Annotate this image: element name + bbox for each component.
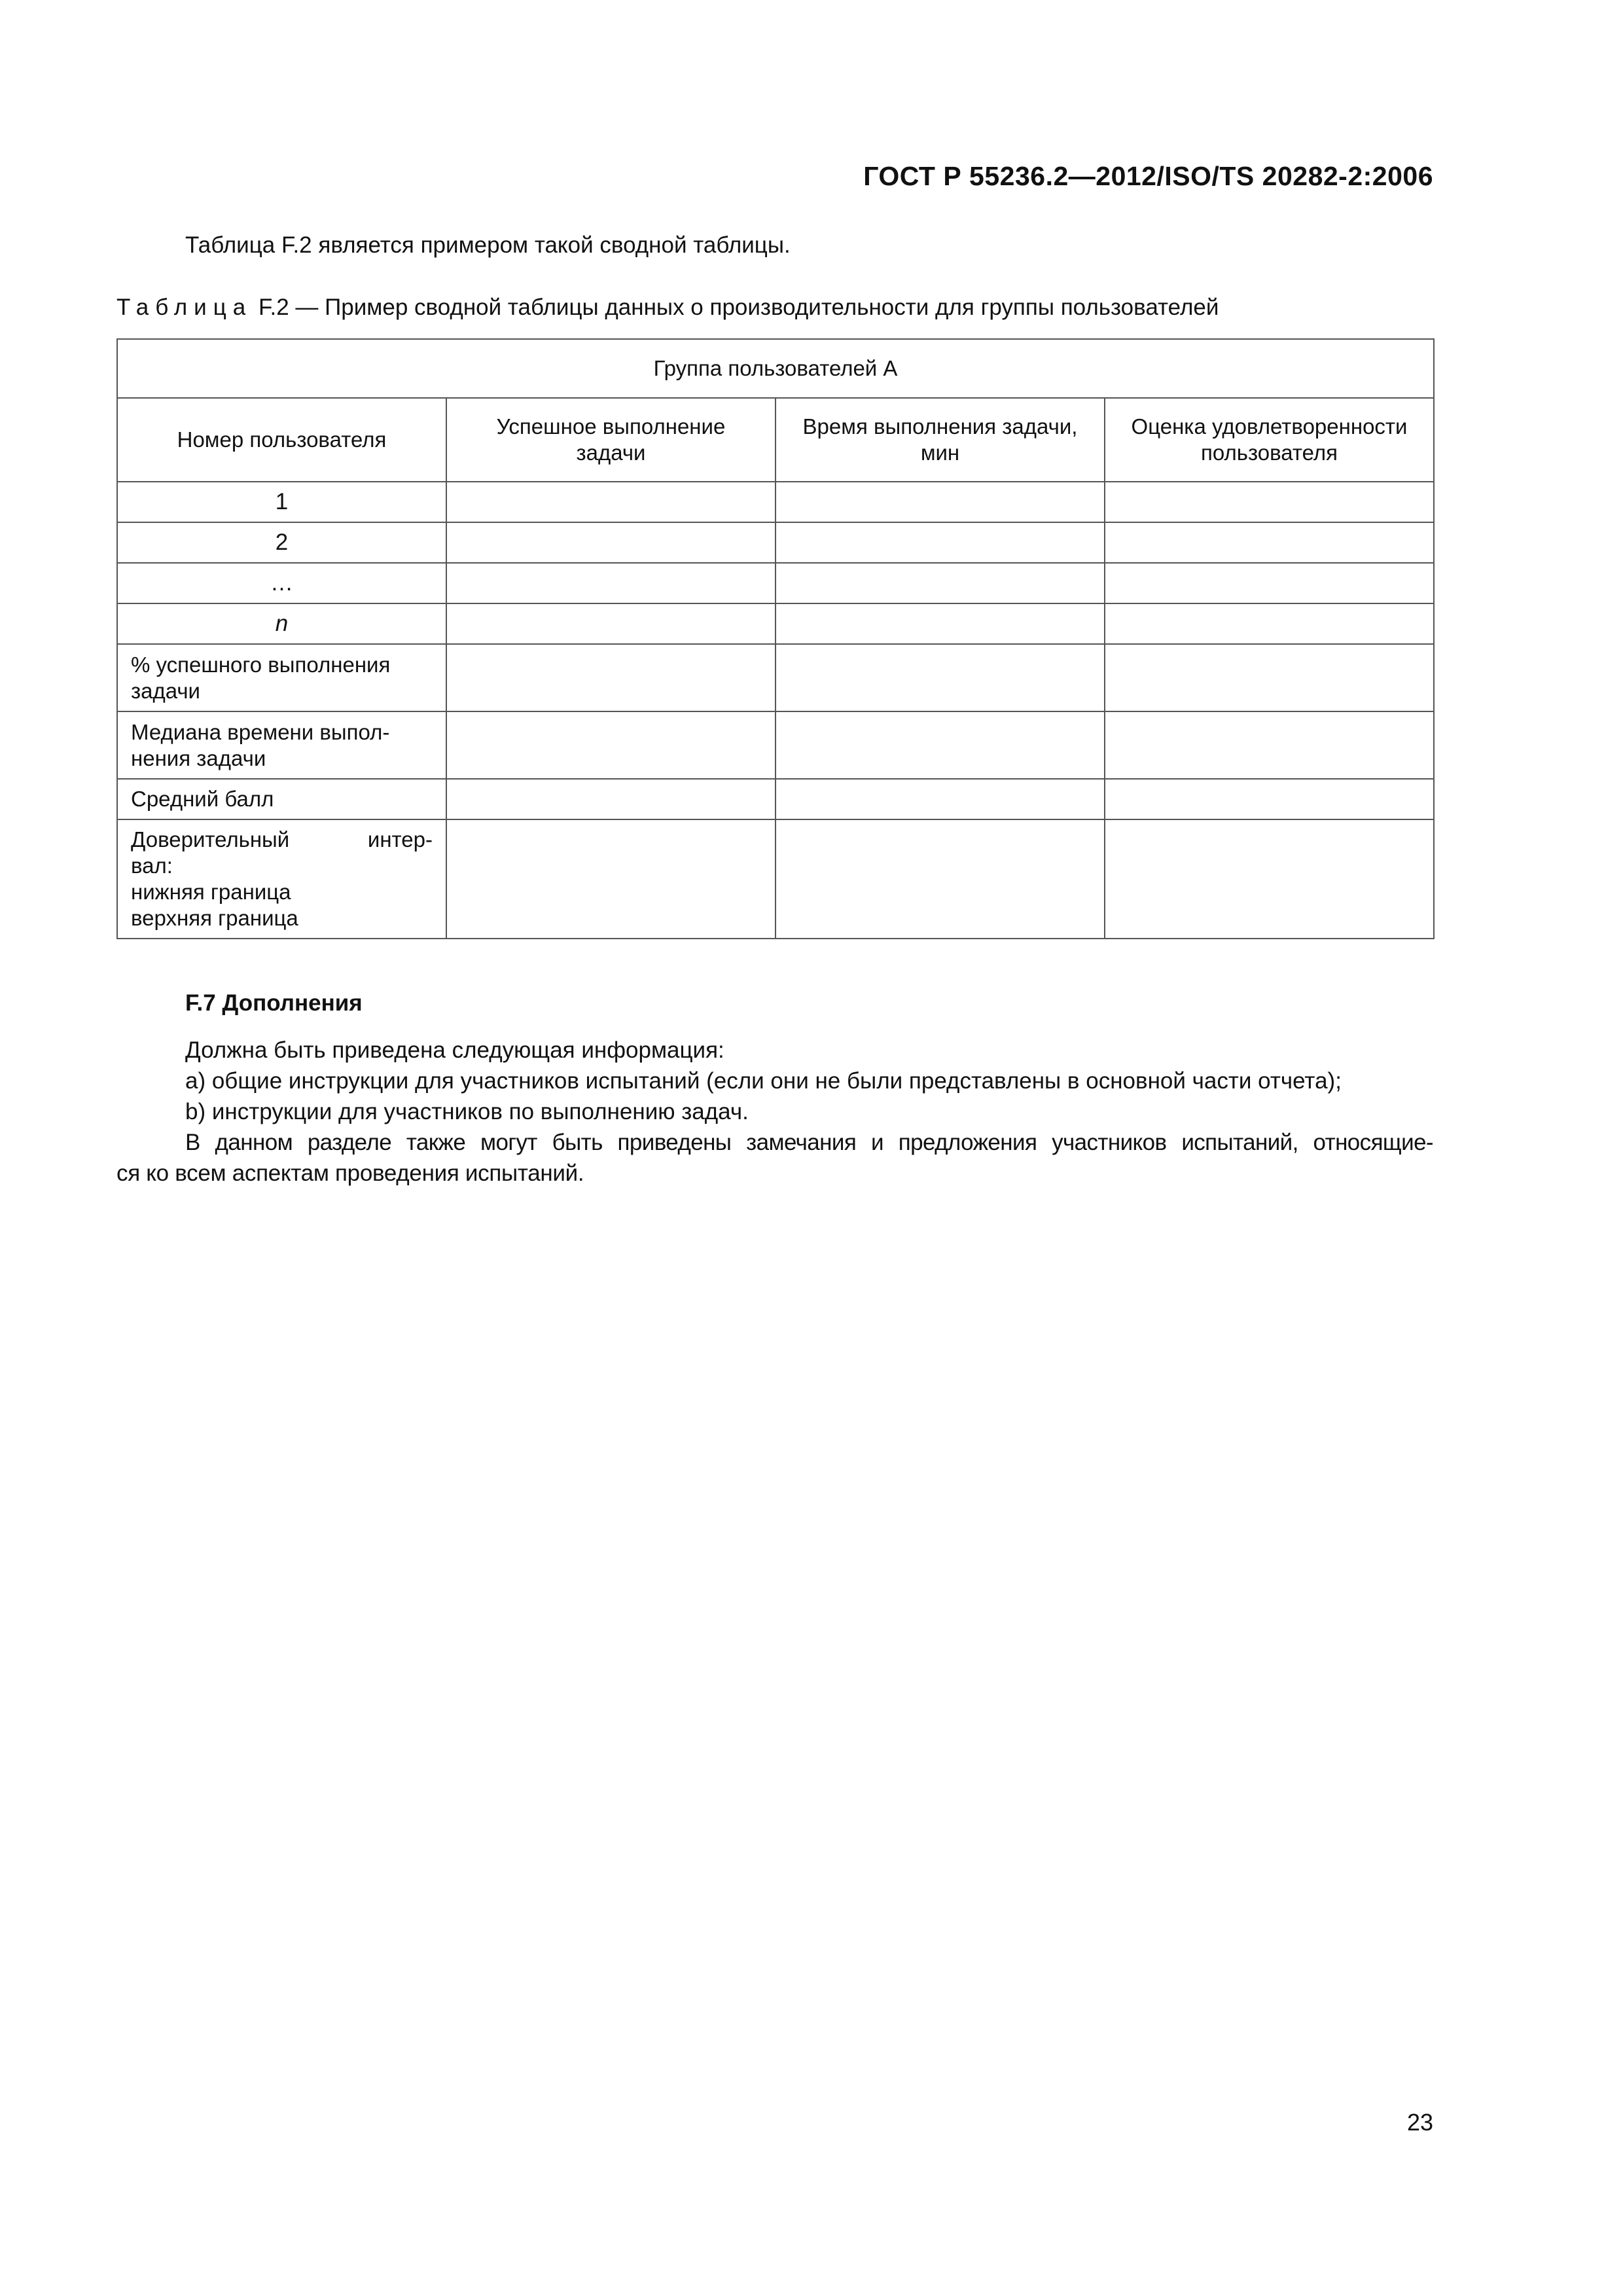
table-row — [117, 779, 1434, 819]
table-row — [117, 482, 1434, 522]
label-line: Медиана времени выпол- — [131, 719, 390, 744]
summary-table — [116, 338, 1435, 939]
section-paragraph: В данном разделе также могут быть приведены замечания и предложения участников испытаний, относящие- — [185, 1130, 1433, 1155]
label-line: верхняя граница — [131, 906, 298, 930]
empty-cell — [776, 522, 1105, 563]
table-row — [117, 711, 1434, 779]
page-number: 23 — [1406, 2109, 1433, 2136]
empty-cell — [1105, 603, 1434, 644]
empty-cell — [776, 603, 1105, 644]
table-row — [117, 819, 1434, 939]
row-label-confidence-interval — [117, 819, 446, 939]
row-label: n — [117, 603, 446, 644]
empty-cell — [1105, 819, 1434, 939]
empty-cell — [1105, 482, 1434, 522]
table-row — [117, 522, 1434, 563]
caption-number: F.2 — [258, 295, 289, 320]
label-line: нижняя граница — [131, 880, 291, 904]
table-group-header-row — [117, 339, 1434, 398]
empty-cell — [776, 819, 1105, 939]
empty-cell — [446, 603, 776, 644]
table-row — [117, 644, 1434, 711]
empty-cell — [446, 711, 776, 779]
label-line: вал: — [131, 853, 173, 878]
empty-cell — [446, 522, 776, 563]
column-header-satisfaction: Оценка удовлетворенности пользователя — [1105, 398, 1434, 482]
intro-paragraph: Таблица F.2 является примером такой сводной таблицы. — [185, 232, 791, 258]
table-column-header-row — [117, 398, 1434, 482]
table-caption — [116, 295, 1219, 321]
row-label: 1 — [117, 482, 446, 522]
list-item: b) инструкции для участников по выполнению задач. — [185, 1099, 749, 1124]
empty-cell — [446, 563, 776, 603]
label-word: интер- — [367, 827, 433, 852]
label-line: задачи — [131, 678, 200, 703]
empty-cell — [446, 644, 776, 711]
empty-cell — [776, 482, 1105, 522]
column-header-task-success: Успешное выполнение задачи — [446, 398, 776, 482]
section-title: F.7 Дополнения — [185, 990, 363, 1016]
empty-cell — [446, 819, 776, 939]
column-header-user-number: Номер пользователя — [117, 398, 446, 482]
caption-label: Таблица — [116, 295, 253, 320]
empty-cell — [446, 779, 776, 819]
row-label-median-time — [117, 711, 446, 779]
empty-cell — [776, 563, 1105, 603]
label-line — [131, 827, 433, 853]
list-item: a) общие инструкции для участников испытаний (если они не были представлены в основной части отчета); — [185, 1068, 1342, 1094]
row-label-average-score: Средний балл — [117, 779, 446, 819]
table-row — [117, 603, 1434, 644]
caption-text: — Пример сводной таблицы данных о производительности для группы пользователей — [295, 295, 1219, 320]
empty-cell — [1105, 644, 1434, 711]
empty-cell — [776, 711, 1105, 779]
empty-cell — [1105, 711, 1434, 779]
label-line: нения задачи — [131, 745, 266, 770]
document-code: ГОСТ Р 55236.2—2012/ISO/TS 20282-2:2006 — [863, 161, 1433, 191]
label-line: % успешного выполнения — [131, 652, 391, 677]
row-label: … — [117, 563, 446, 603]
table-row — [117, 563, 1434, 603]
empty-cell — [1105, 522, 1434, 563]
section-paragraph: Должна быть приведена следующая информация: — [185, 1037, 724, 1063]
column-header-task-time: Время выполнения задачи, мин — [776, 398, 1105, 482]
empty-cell — [776, 644, 1105, 711]
empty-cell — [776, 779, 1105, 819]
row-label: 2 — [117, 522, 446, 563]
empty-cell — [1105, 563, 1434, 603]
empty-cell — [1105, 779, 1434, 819]
group-header-cell: Группа пользователей А — [117, 339, 1434, 398]
section-paragraph-continuation: ся ко всем аспектам проведения испытаний. — [116, 1160, 584, 1186]
label-word: Доверительный — [131, 827, 290, 852]
empty-cell — [446, 482, 776, 522]
row-label-success-percent — [117, 644, 446, 711]
